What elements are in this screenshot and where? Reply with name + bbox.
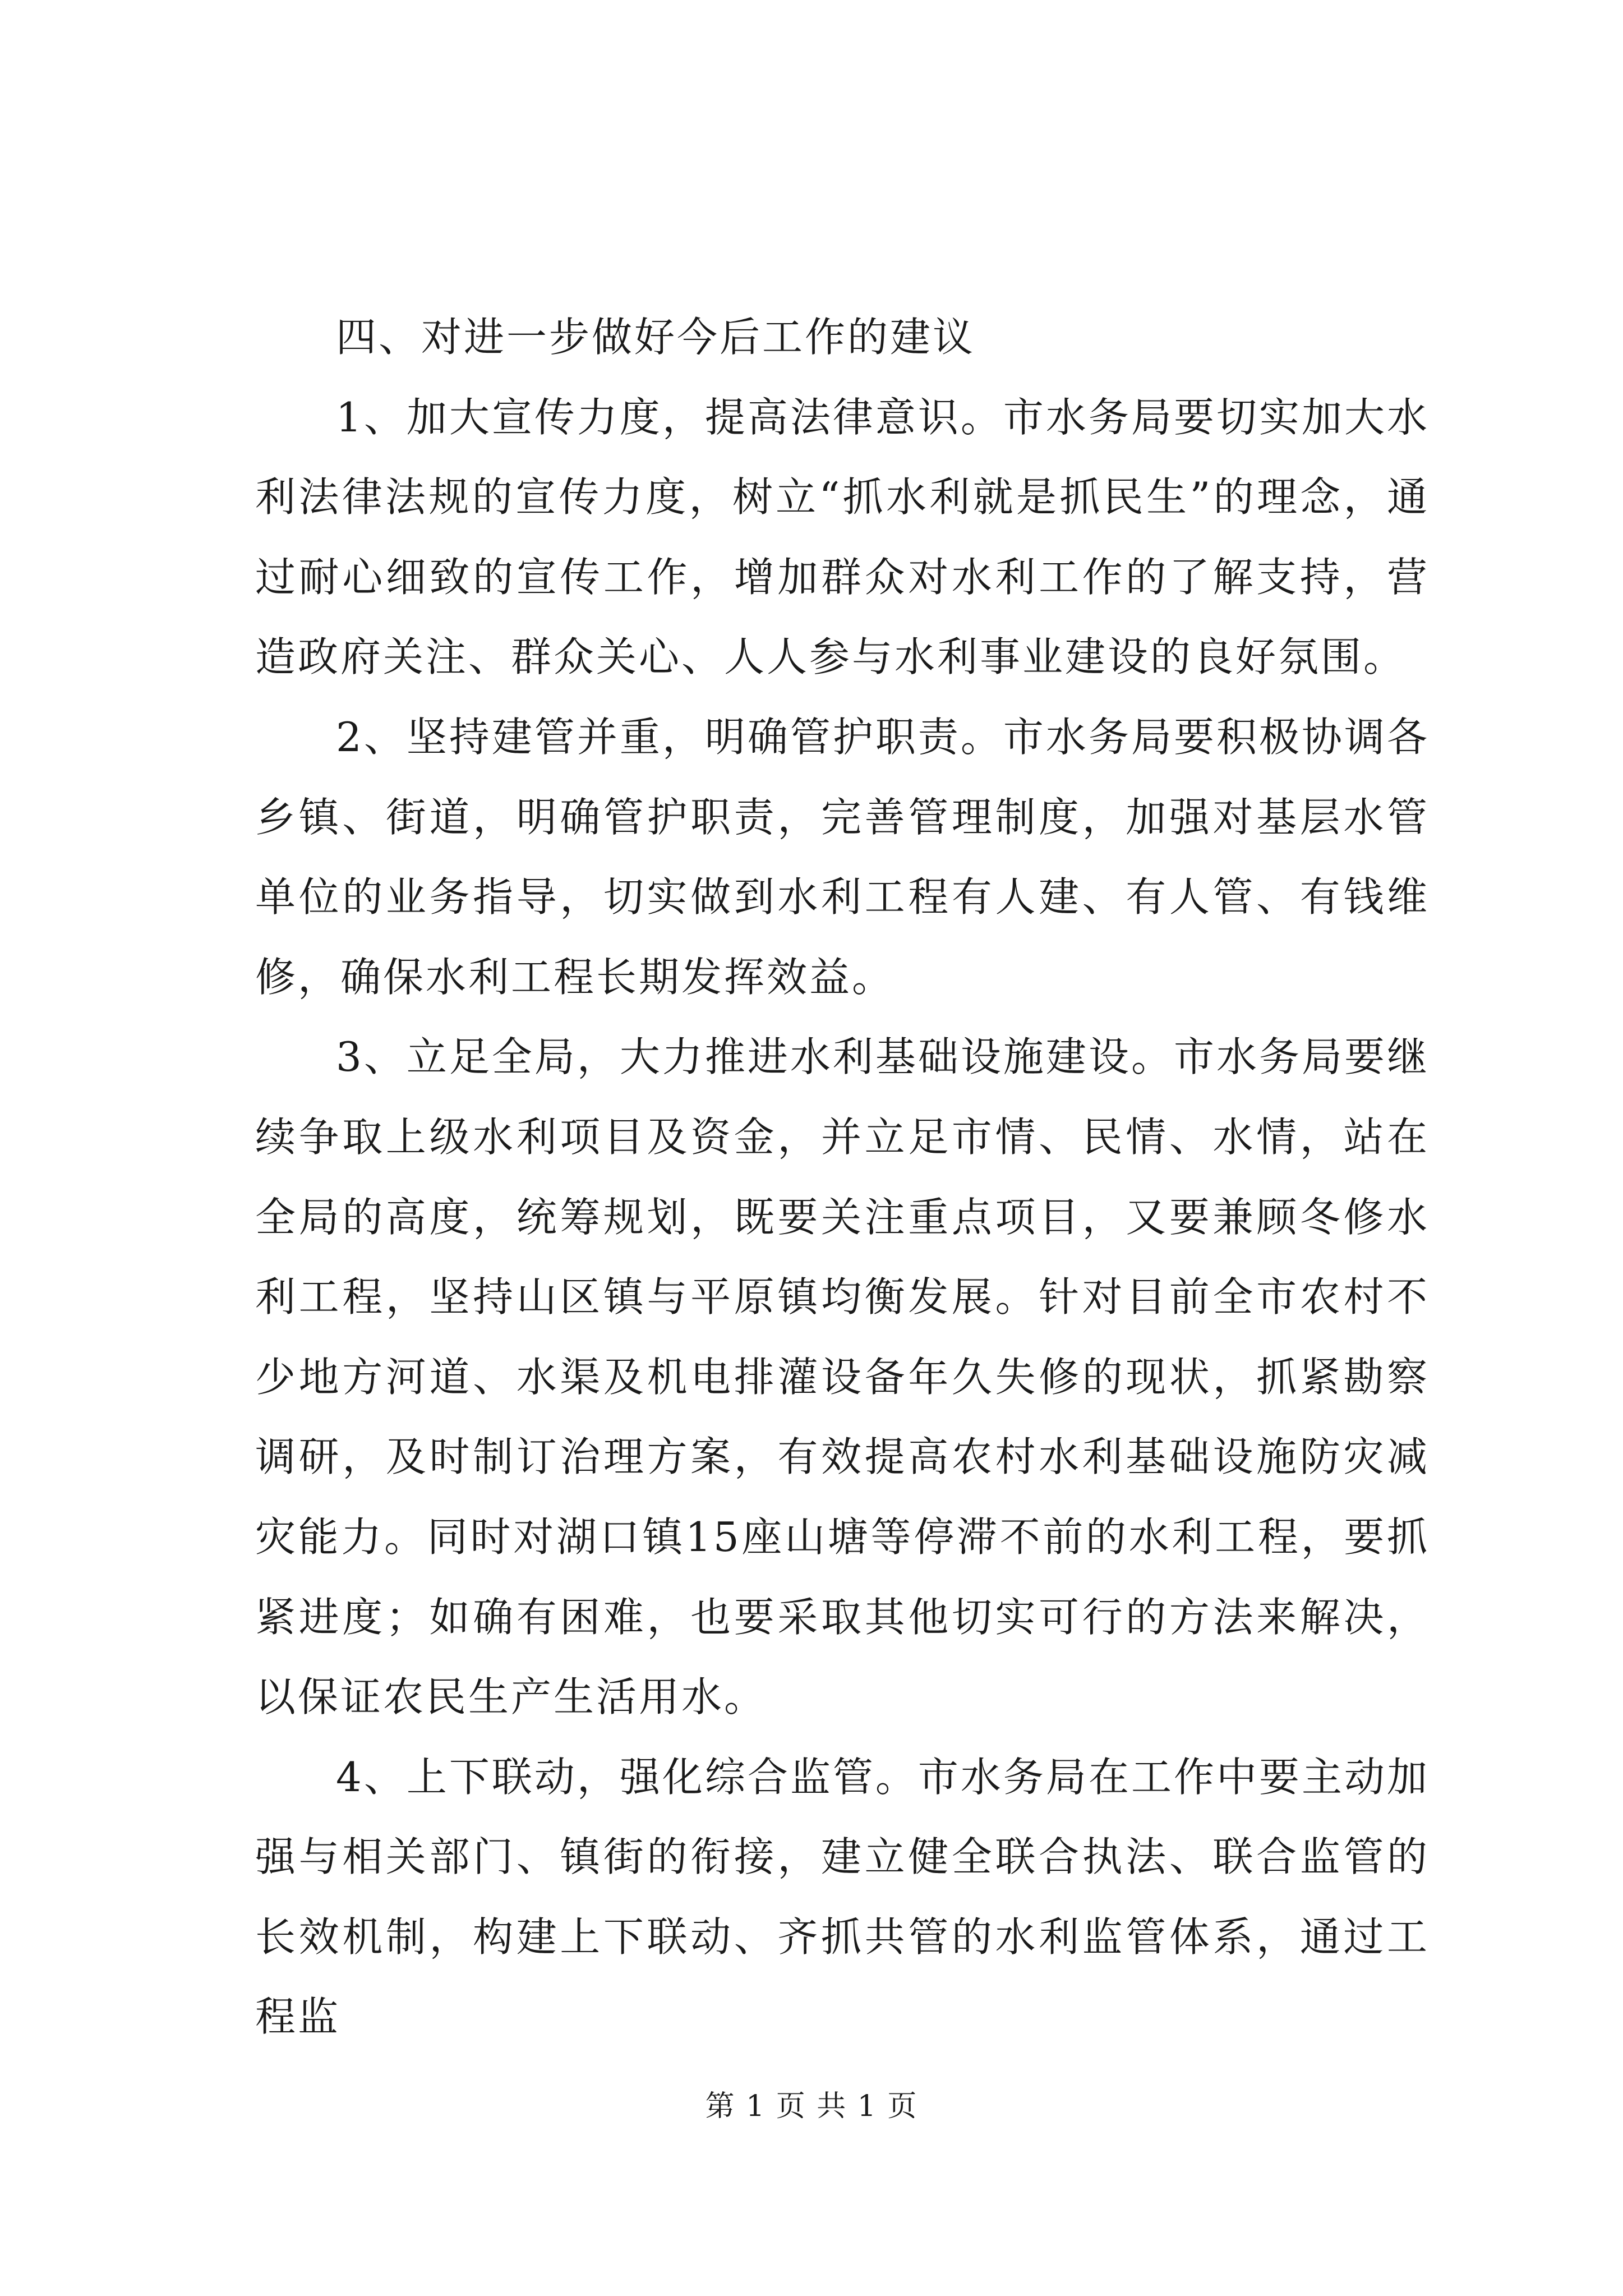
section-heading: 四、对进一步做好今后工作的建议 — [336, 314, 976, 361]
paragraph-2: 2、坚持建管并重，明确管护职责。市水务局要积极协调各乡镇、街道，明确管护职责，完善管理制度，加强对基层水管单位的业务指导，切实做到水利工程有人建、有人管、有钱维修，确保水利工程长期发挥效益。 — [255, 713, 1430, 1001]
page-footer: 第 1 页 共 1 页 — [705, 2090, 918, 2123]
paragraph-4: 4、上下联动，强化综合监管。市水务局在工作中要主动加强与相关部门、镇街的衔接，建立健全联合执法、联合监管的长效机制，构建上下联动、齐抓共管的水利监管体系，通过工程监 — [255, 1753, 1430, 2041]
document-body — [255, 297, 1430, 2057]
paragraph-1: 1、加大宣传力度，提高法律意识。市水务局要切实加大水利法律法规的宣传力度，树立“抓水利就是抓民生”的理念，通过耐心细致的宣传工作，增加群众对水利工作的了解支持，营造政府关注、群众关心、人人参与水利事业建设的良好氛围。 — [255, 393, 1430, 681]
paragraph-3: 3、立足全局，大力推进水利基础设施建设。市水务局要继续争取上级水利项目及资金，并立足市情、民情、水情，站在全局的高度，统筹规划，既要关注重点项目，又要兼顾冬修水利工程，坚持山区镇与平原镇均衡发展。针对目前全市农村不少地方河道、水渠及机电排灌设备年久失修的现状，抓紧勘察调研，及时制订治理方案，有效提高农村水利基础设施防灾减灾能力。同时对湖口镇15座山塘等停滞不前的水利工程，要抓紧进度；如确有困难，也要采取其他切实可行的方法来解决，以保证农民生产生活用水。 — [255, 1033, 1430, 1721]
